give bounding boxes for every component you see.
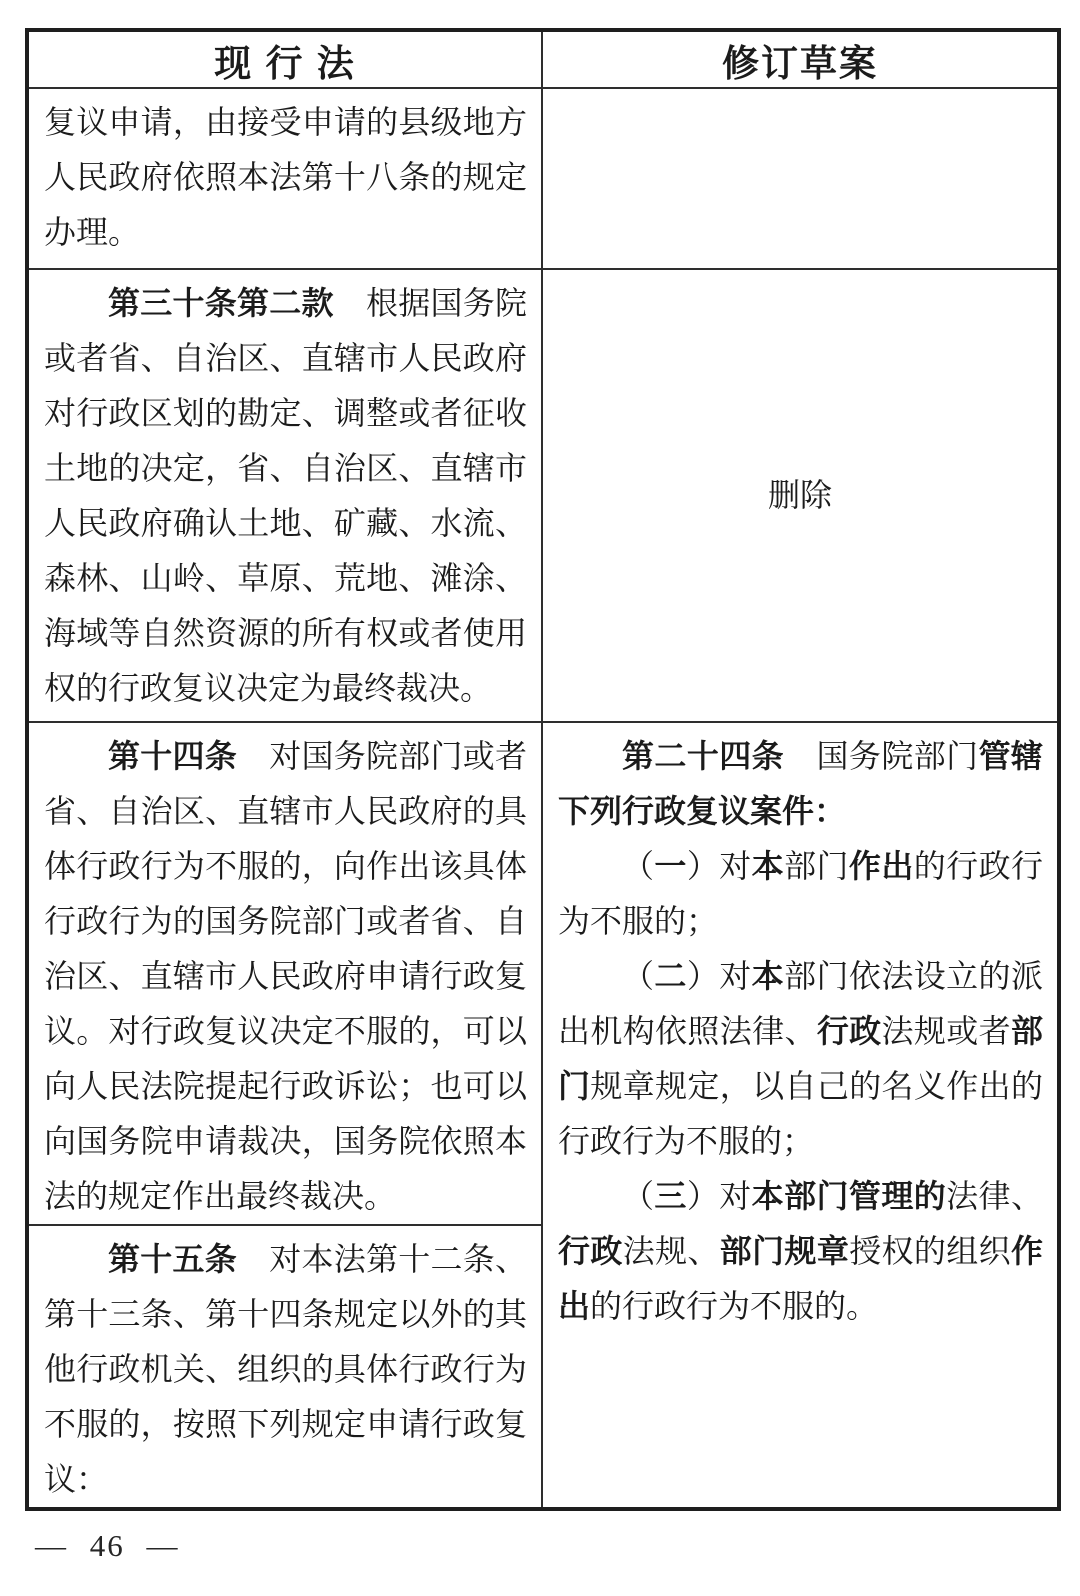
deleted-label: 删除 (767, 477, 832, 513)
paragraph: 第三十条第二款 根据国务院或者省、自治区、直辖市人民政府对行政区划的勘定、调整或者征收土地的决定，省、自治区、直辖市人民政府确认土地、矿藏、水流、森林、山岭、草原、荒地、滩涂、海域等自然资源的所有权或者使用权的行政复议决定为最终裁决。 (44, 285, 527, 706)
paragraph: 复议申请，由接受申请的县级地方人民政府依照本法第十八条的规定办理。 (44, 104, 527, 250)
cell-current-law-article-14 (27, 722, 542, 1225)
paragraph: （三）对本部门管理的法律、行政法规、部门规章授权的组织作出的行政行为不服的。 (558, 1178, 1043, 1324)
paragraph: 第二十四条 国务院部门管辖下列行政复议案件： (558, 738, 1043, 829)
comparison-table (25, 28, 1061, 1511)
table-row (27, 722, 1059, 1225)
table-row (27, 88, 1059, 269)
column-header-revision-draft: 修订草案 (542, 30, 1059, 88)
cell-current-law-article-30-2 (27, 269, 542, 722)
page-number: — 46 — (35, 1528, 180, 1563)
table-row (27, 269, 1059, 722)
header-row (27, 30, 1059, 88)
cell-revision-row-1-empty (542, 88, 1059, 269)
cell-current-law-article-15 (27, 1225, 542, 1509)
paragraph: （二）对本部门依法设立的派出机构依照法律、行政法规或者部门规章规定，以自己的名义作出的行政行为不服的； (558, 958, 1043, 1159)
paragraph: 第十四条 对国务院部门或者省、自治区、直辖市人民政府的具体行政行为不服的，向作出该具体行政行为的国务院部门或者省、自治区、直辖市人民政府申请行政复议。对行政复议决定不服的，可以向人民法院提起行政诉讼；也可以向国务院申请裁决，国务院依照本法的规定作出最终裁决。 (44, 738, 527, 1214)
column-header-current-law: 现 行 法 (27, 30, 542, 88)
paragraph: 第十五条 对本法第十二条、第十三条、第十四条规定以外的其他行政机关、组织的具体行政行为不服的，按照下列规定申请行政复议： (44, 1241, 527, 1497)
cell-revision-article-24 (542, 722, 1059, 1509)
cell-revision-deleted (542, 269, 1059, 722)
cell-current-law-row-1 (27, 88, 542, 269)
paragraph: （一）对本部门作出的行政行为不服的； (558, 848, 1043, 939)
